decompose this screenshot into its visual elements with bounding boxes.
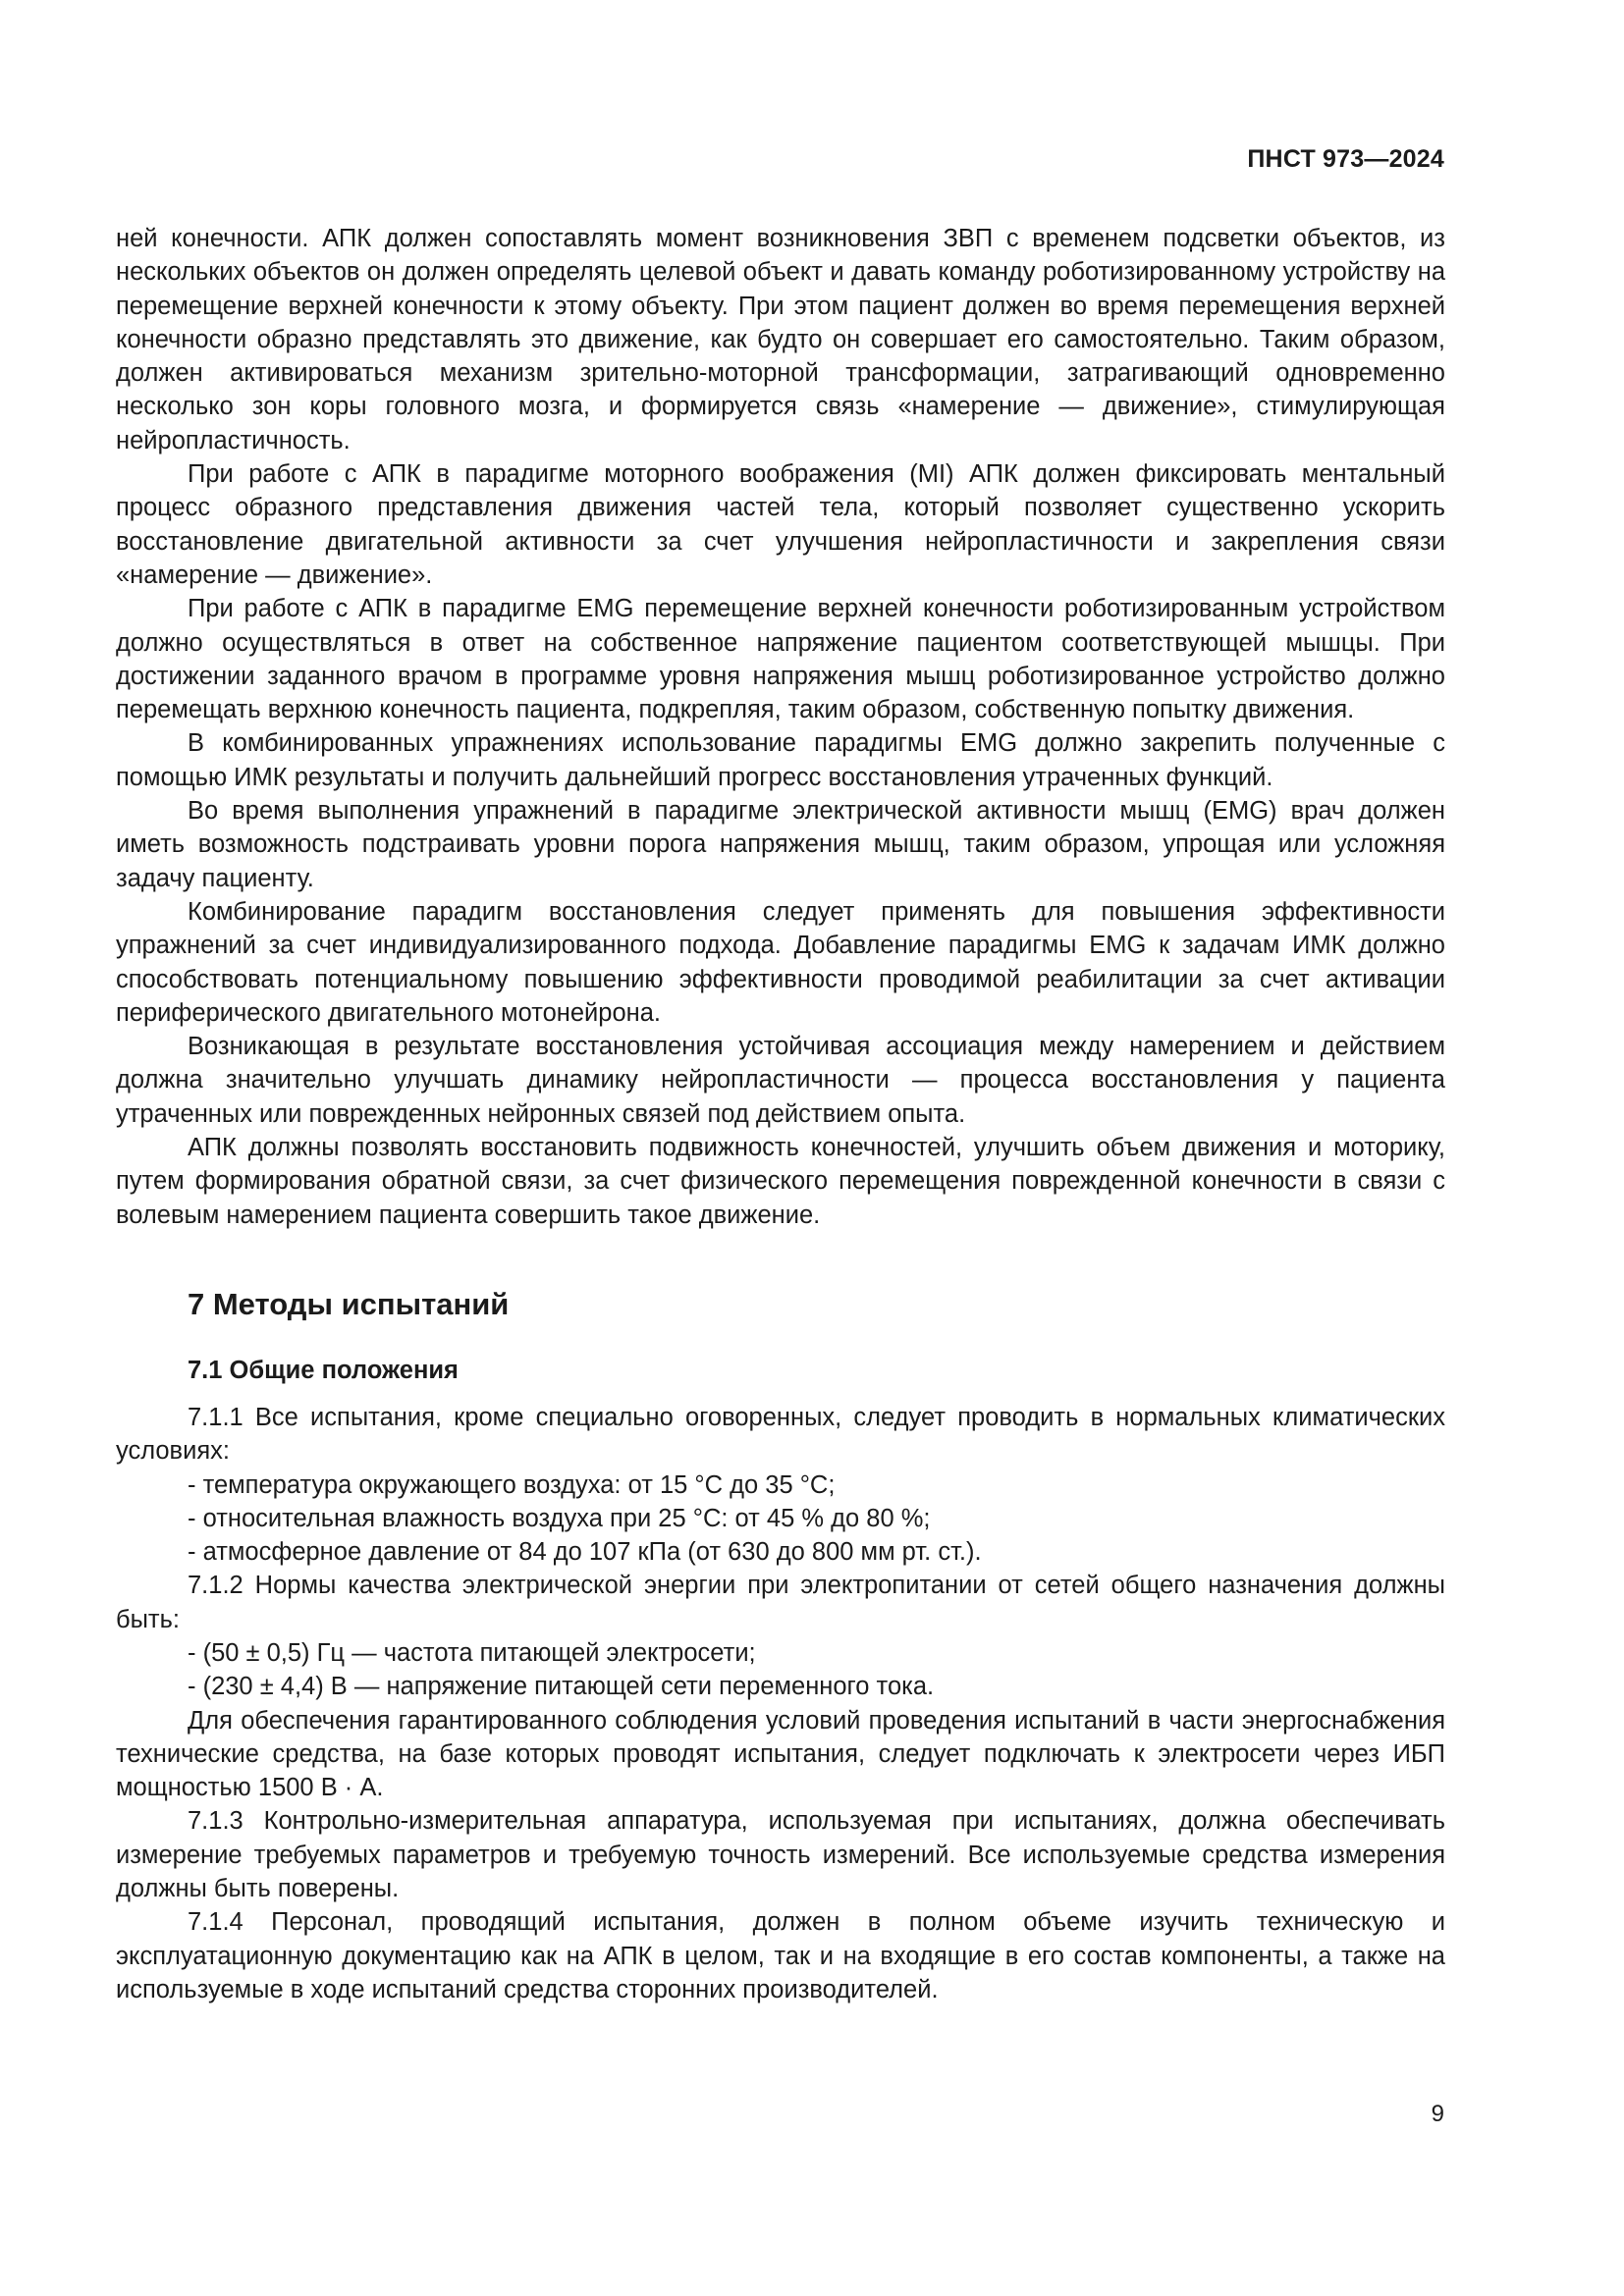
paragraph: ней конечности. АПК должен сопоставлять момент возникновения ЗВП с временем подсветки объектов, из нескольких объектов он должен определять целевой объект и давать команду роботизированному устройству на перемещение верхней конечности к этому объекту. При этом пациент должен во время перемещения верхней конечности образно представлять это движение, как будто он совершает его самостоятельно. Таким образом, должен активироваться механизм зрительно-моторной трансформации, затрагивающий одновременно несколько зон коры головного мозга, и формируется связь «намерение — движение», стимулирующая нейропластичность. <box>116 225 1445 454</box>
list-item: - относительная влажность воздуха при 25 °С: от 45 % до 80 %; <box>188 1504 931 1532</box>
document-header-id: ПНСТ 973—2024 <box>1247 145 1444 173</box>
clause-paragraph: 7.1.2 Нормы качества электрической энергии при электропитании от сетей общего назначения должны быть: <box>116 1572 1445 1633</box>
paragraph: При работе с АПК в парадигме моторного воображения (MI) АПК должен фиксировать ментальный процесс образного представления движения частей тела, который позволяет существенно ускорить восстановление двигательной активности за счет улучшения нейропластичности и закрепления связи «намерение — движение». <box>116 460 1445 589</box>
paragraph: Во время выполнения упражнений в парадигме электрической активности мышц (EMG) врач должен иметь возможность подстраивать уровни порога напряжения мышц, таким образом, упрощая или усложняя задачу пациенту. <box>116 797 1445 892</box>
subsection-heading: 7.1 Общие положения <box>188 1356 459 1384</box>
paragraph: В комбинированных упражнениях использование парадигмы EMG должно закрепить полученные с помощью ИМК результаты и получить дальнейший прогресс восстановления утраченных функций. <box>116 729 1445 791</box>
list-item: - атмосферное давление от 84 до 107 кПа (от 630 до 800 мм рт. ст.). <box>188 1538 982 1567</box>
list-item: - (50 ± 0,5) Гц — частота питающей электросети; <box>188 1638 756 1667</box>
paragraph: Возникающая в результате восстановления устойчивая ассоциация между намерением и действием должна значительно улучшать динамику нейропластичности — процесса восстановления у пациента утраченных или поврежденных нейронных связей под действием опыта. <box>116 1033 1445 1128</box>
section-heading: 7 Методы испытаний <box>188 1286 510 1321</box>
clause-paragraph: 7.1.3 Контрольно-измерительная аппаратура, используемая при испытаниях, должна обеспечивать измерение требуемых параметров и требуемую точность измерений. Все используемые средства измерения должны быть поверены. <box>116 1807 1445 1903</box>
page-body <box>116 222 1445 2006</box>
list-item: - температура окружающего воздуха: от 15 °С до 35 °С; <box>188 1470 836 1499</box>
page-number: 9 <box>1431 2101 1444 2127</box>
clause-paragraph: 7.1.4 Персонал, проводящий испытания, должен в полном объеме изучить техническую и эксплуатационную документацию как на АПК в целом, так и на входящие в его состав компоненты, а также на используемые в ходе испытаний средства сторонних производителей. <box>116 1908 1445 2003</box>
paragraph: Для обеспечения гарантированного соблюдения условий проведения испытаний в части энергоснабжения технические средства, на базе которых проводят испытания, следует подключать к электросети через ИБП мощностью 1500 В · А. <box>116 1706 1445 1802</box>
paragraph: При работе с АПК в парадигме EMG перемещение верхней конечности роботизированным устройством должно осуществляться в ответ на собственное напряжение пациентом соответствующей мышцы. При достижении заданного врачом в программе уровня напряжения мышц роботизированное устройство должно перемещать верхнюю конечность пациента, подкрепляя, таким образом, собственную попытку движения. <box>116 595 1445 724</box>
clause-paragraph: 7.1.1 Все испытания, кроме специально оговоренных, следует проводить в нормальных климатических условиях: <box>116 1403 1445 1466</box>
paragraph: АПК должны позволять восстановить подвижность конечностей, улучшить объем движения и моторику, путем формирования обратной связи, за счет физического перемещения поврежденной конечности в связи с волевым намерением пациента совершить такое движение. <box>116 1134 1445 1229</box>
list-item: - (230 ± 4,4) В — напряжение питающей сети переменного тока. <box>188 1673 935 1701</box>
paragraph: Комбинирование парадигм восстановления следует применять для повышения эффективности упражнений за счет индивидуализированного подхода. Добавление парадигмы EMG к задачам ИМК должно способствовать потенциальному повышению эффективности проводимой реабилитации за счет активации периферического двигательного мотонейрона. <box>116 897 1445 1027</box>
